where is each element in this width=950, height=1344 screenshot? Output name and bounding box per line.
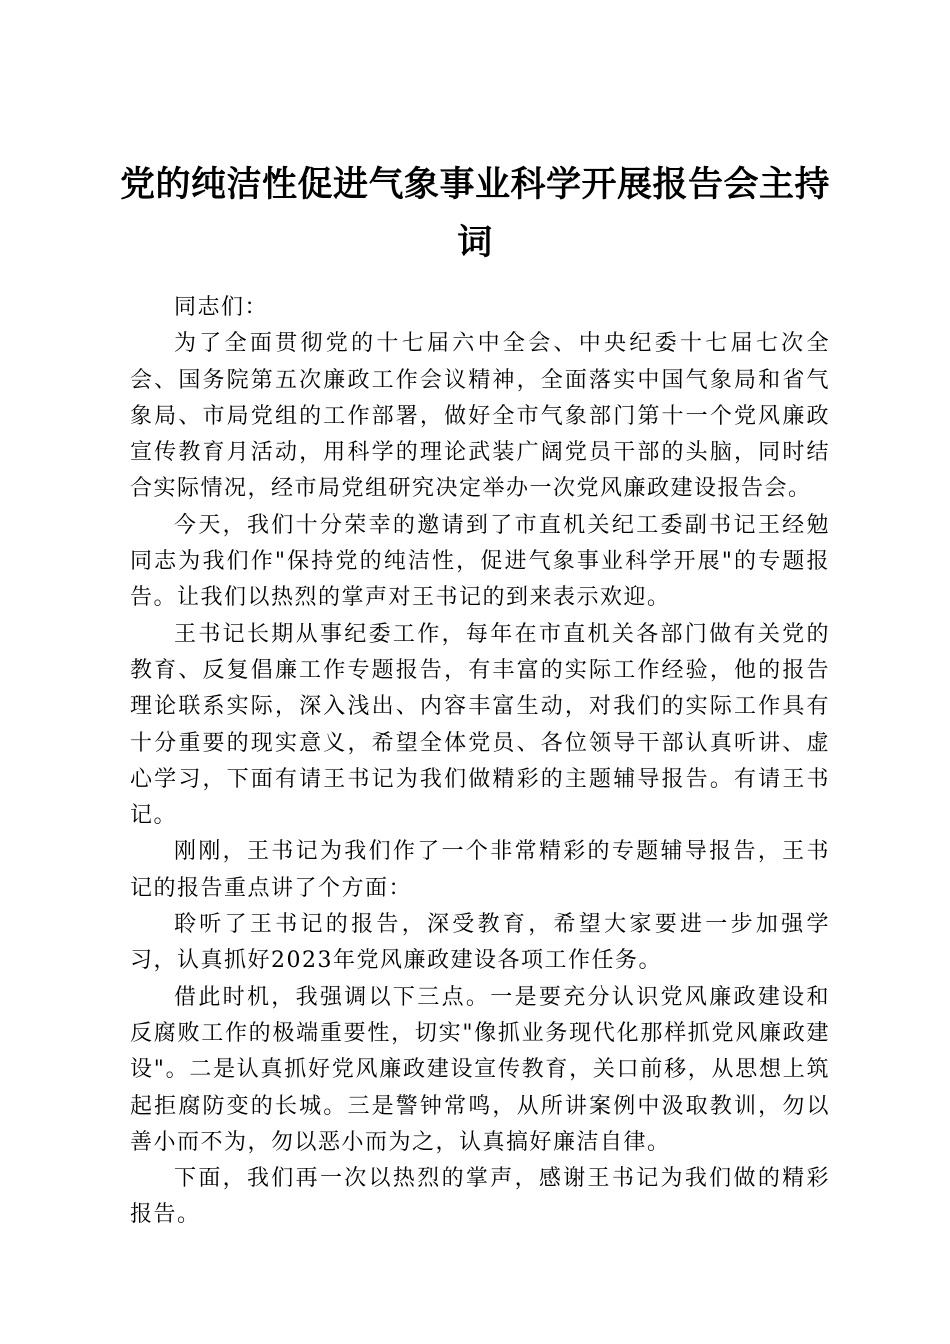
paragraph-closing: 下面，我们再一次以热烈的掌声，感谢王书记为我们做的精彩报告。 — [130, 1166, 830, 1228]
paragraph-reflection: 聆听了王书记的报告，深受教育，希望大家要进一步加强学习，认真抓好2023年党风廉政建设各项工作任务。 — [130, 912, 830, 974]
document-title: 党的纯洁性促进气象事业科学开展报告会主持词 — [120, 165, 831, 263]
paragraph-speaker-profile: 王书记长期从事纪委工作，每年在市直机关各部门做有关党的教育、反复倡廉工作专题报告，有丰富的实际工作经验，他的报告理论联系实际，深入浅出、内容丰富生动，对我们的实际工作具有十分重要的现实意义，希望全体党员、各位领导干部认真听讲、虚心学习，下面有请王书记为我们做精彩的主题辅导报告。有请王书记。 — [130, 621, 830, 829]
paragraph-three-points: 借此时机，我强调以下三点。一是要充分认识党风廉政建设和反腐败工作的极端重要性，切实"像抓业务现代化那样抓党风廉政建设"。二是认真抓好党风廉政建设宣传教育，关口前移，从思想上筑起拒腐防变的长城。三是警钟常鸣，从所讲案例中汲取教训，勿以善小而不为，勿以恶小而为之，认真搞好廉洁自律。 — [130, 984, 830, 1155]
paragraph-report-summary: 刚刚，王书记为我们作了一个非常精彩的专题辅导报告，王书记的报告重点讲了个方面： — [130, 839, 830, 901]
paragraph-salutation: 同志们： — [174, 295, 269, 320]
document-body — [130, 290, 830, 1234]
paragraph-background: 为了全面贯彻党的十七届六中全会、中央纪委十七届七次全会、国务院第五次廉政工作会议精神，全面落实中国气象局和省气象局、市局党组的工作部署，做好全市气象部门第十一个党风廉政宣传教育月活动，用科学的理论武装广阔党员干部的头脑，同时结合实际情况，经市局党组研究决定举办一次党风廉政建设报告会。 — [130, 331, 830, 502]
paragraph-introduction: 今天，我们十分荣幸的邀请到了市直机关纪工委副书记王经勉同志为我们作"保持党的纯洁性，促进气象事业科学开展"的专题报告。让我们以热烈的掌声对王书记的到来表示欢迎。 — [130, 512, 830, 611]
